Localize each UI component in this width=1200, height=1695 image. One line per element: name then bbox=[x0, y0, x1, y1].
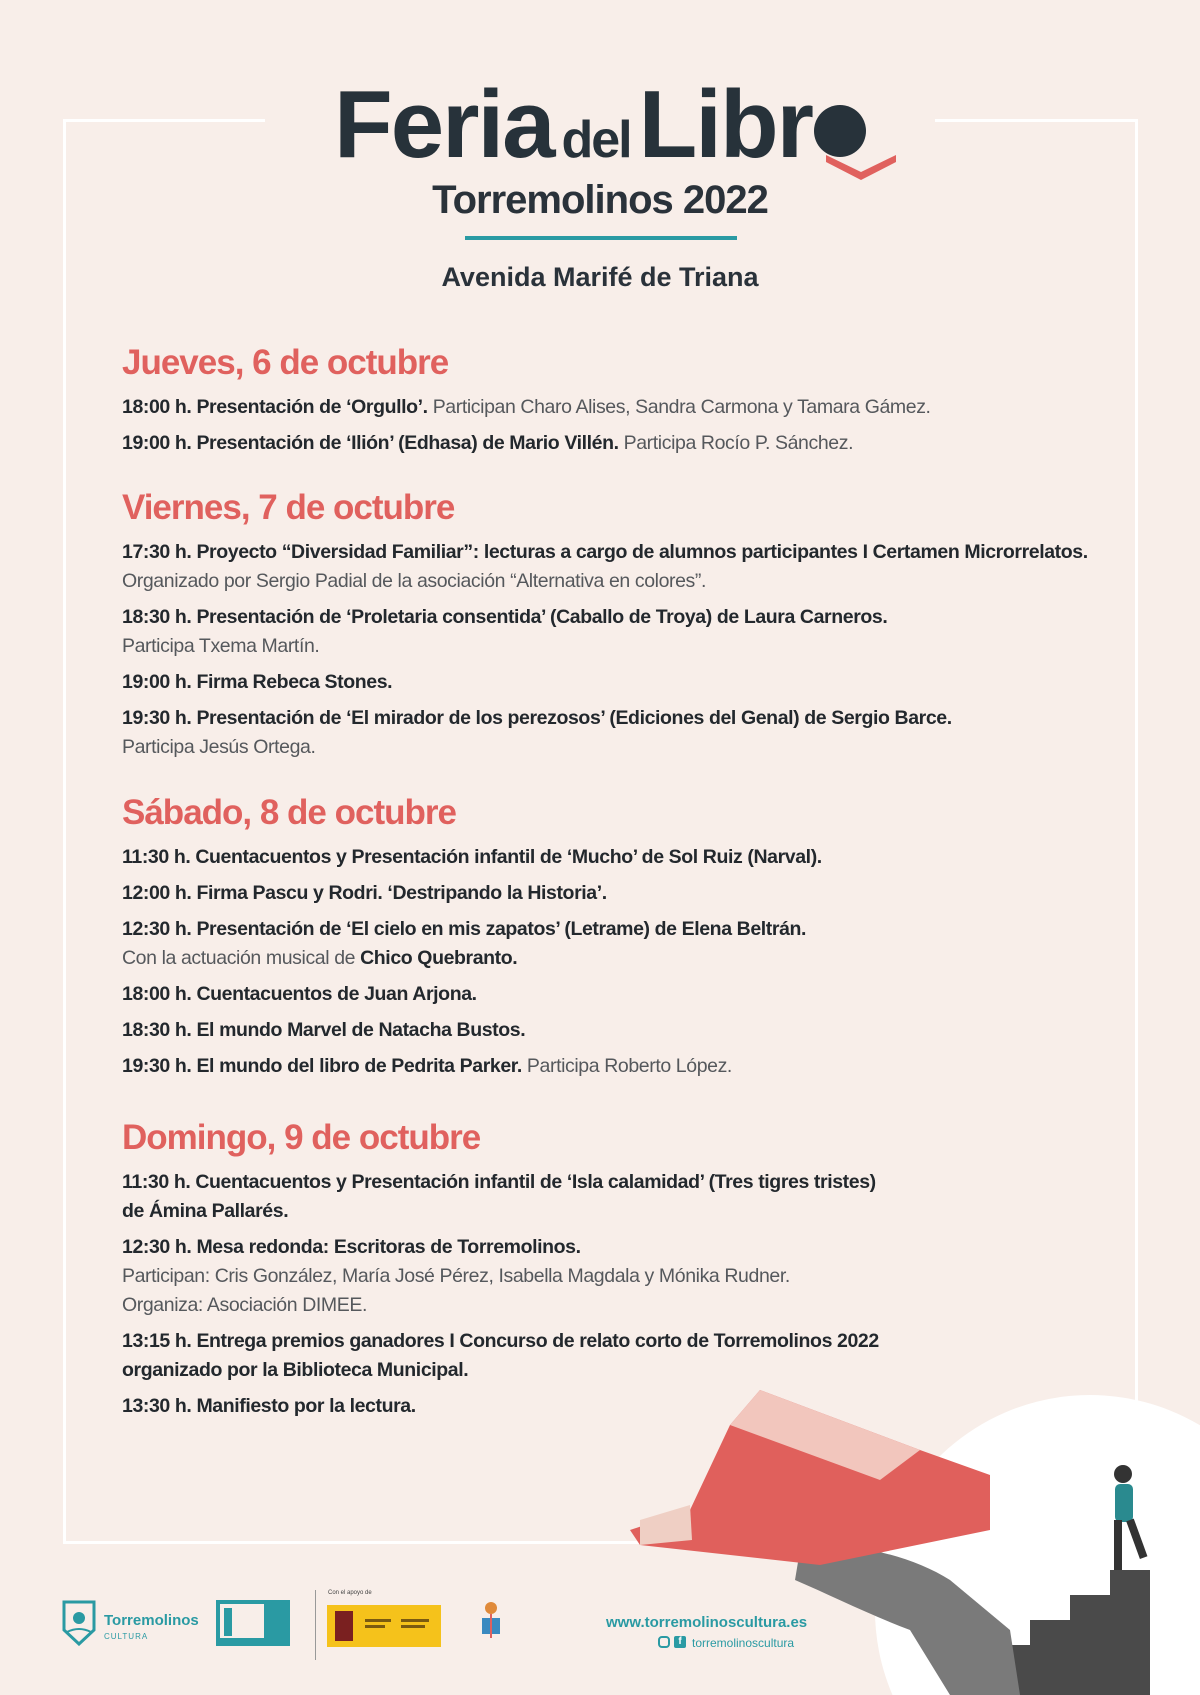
divider-line bbox=[465, 236, 737, 240]
program-item-detail: Organizado por Sergio Padial de la asociación “Alternativa en colores”. bbox=[122, 570, 707, 592]
website-link[interactable]: www.torremolinoscultura.es bbox=[606, 1614, 808, 1631]
program-item bbox=[122, 603, 1102, 661]
program-item-title: 12:30 h. Presentación de ‘El cielo en mis zapatos’ (Letrame) de Elena Beltrán. bbox=[122, 918, 807, 940]
program-item-title: 13:15 h. Entrega premios ganadores I Concurso de relato corto de Torremolinos 2022 bbox=[122, 1330, 879, 1352]
support-label: Con el apoyo de bbox=[328, 1590, 372, 1596]
program-item-detail: Organiza: Asociación DIMEE. bbox=[122, 1294, 367, 1316]
program-item-title: 19:30 h. El mundo del libro de Pedrita Parker. bbox=[122, 1055, 522, 1077]
municipality-sub: CULTURA bbox=[104, 1632, 149, 1641]
event-logo-title bbox=[0, 70, 1200, 180]
program-item-title: 18:00 h. Presentación de ‘Orgullo’. bbox=[122, 396, 428, 418]
day-section-viernes bbox=[122, 488, 1102, 769]
program-item-title: 11:30 h. Cuentacuentos y Presentación infantil de ‘Mucho’ de Sol Ruiz (Narval). bbox=[122, 846, 822, 868]
municipality-name: Torremolinos bbox=[104, 1612, 199, 1629]
program-item-detail: Participa Txema Martín. bbox=[122, 635, 320, 657]
program-item bbox=[122, 1016, 1102, 1045]
day-section-sabado bbox=[122, 793, 1102, 1088]
program-item bbox=[122, 668, 1102, 697]
program-item bbox=[122, 393, 1102, 422]
title-del: del bbox=[561, 111, 631, 169]
program-item bbox=[122, 538, 1102, 596]
event-subtitle: Torremolinos 2022 bbox=[432, 178, 768, 222]
program-item-detail: Participan Charo Alises, Sandra Carmona y Tamara Gámez. bbox=[427, 396, 931, 418]
program-item bbox=[122, 843, 1102, 872]
program-item bbox=[122, 1233, 1102, 1320]
day-heading: Domingo, 9 de octubre bbox=[122, 1118, 481, 1157]
program-item-detail: Con la actuación musical de bbox=[122, 947, 361, 969]
program-item-detail: Participa Jesús Ortega. bbox=[122, 736, 316, 758]
program-item bbox=[122, 879, 1102, 908]
program-item bbox=[122, 704, 1102, 762]
program-item-detail: Participan: Cris González, María José Pérez, Isabella Magdala y Mónika Rudner. bbox=[122, 1265, 790, 1287]
social-handle[interactable]: torremolinoscultura bbox=[692, 1636, 795, 1650]
instagram-icon[interactable] bbox=[658, 1636, 670, 1648]
day-section-jueves bbox=[122, 343, 1102, 465]
program-item-title: de Ámina Pallarés. bbox=[122, 1200, 289, 1222]
program-item-title: 12:30 h. Mesa redonda: Escritoras de Torremolinos. bbox=[122, 1236, 581, 1258]
title-feria: Feria bbox=[334, 71, 554, 178]
program-item-title: 18:30 h. Presentación de ‘Proletaria consentida’ (Caballo de Troya) de Laura Carneros. bbox=[122, 606, 888, 628]
lectura-logo bbox=[476, 1600, 506, 1650]
program-item-title: 13:30 h. Manifiesto por la lectura. bbox=[122, 1395, 416, 1417]
program-item-title: 12:00 h. Firma Pascu y Rodri. ‘Destripando la Historia’. bbox=[122, 882, 607, 904]
footer-divider bbox=[315, 1590, 316, 1660]
program-item bbox=[122, 1052, 1102, 1081]
program-item-title: 11:30 h. Cuentacuentos y Presentación infantil de ‘Isla calamidad’ (Tres tigres tristes) bbox=[122, 1171, 876, 1193]
title-libr: Libr bbox=[638, 71, 812, 178]
program-item-title: 17:30 h. Proyecto “Diversidad Familiar”: lecturas a cargo de alumnos participantes I Certamen Microrrelatos. bbox=[122, 541, 1088, 563]
torremolinos-shield-logo bbox=[62, 1600, 96, 1646]
program-item bbox=[122, 429, 1102, 458]
program-item-title: 18:00 h. Cuentacuentos de Juan Arjona. bbox=[122, 983, 477, 1005]
program-item-detail: Participa Roberto López. bbox=[521, 1055, 732, 1077]
program-item bbox=[122, 915, 1102, 973]
chevron-down-icon bbox=[826, 150, 896, 180]
program-item-title: organizado por la Biblioteca Municipal. bbox=[122, 1359, 469, 1381]
program-item-title: Chico Quebranto. bbox=[360, 947, 518, 969]
program-item bbox=[122, 1327, 1102, 1385]
footer bbox=[0, 1570, 1200, 1680]
day-heading: Jueves, 6 de octubre bbox=[122, 343, 449, 382]
program-item-title: 19:00 h. Presentación de ‘Ilión’ (Edhasa) de Mario Villén. bbox=[122, 432, 619, 454]
program-item bbox=[122, 980, 1102, 1009]
program-item-detail: Participa Rocío P. Sánchez. bbox=[618, 432, 854, 454]
program-item-title: 19:30 h. Presentación de ‘El mirador de los perezosos’ (Ediciones del Genal) de Sergio Barce. bbox=[122, 707, 952, 729]
ministerio-cultura-logo bbox=[327, 1605, 441, 1647]
program-item-title: 18:30 h. El mundo Marvel de Natacha Bustos. bbox=[122, 1019, 526, 1041]
program-item bbox=[122, 1168, 1102, 1226]
day-heading: Sábado, 8 de octubre bbox=[122, 793, 456, 832]
day-heading: Viernes, 7 de octubre bbox=[122, 488, 455, 527]
event-venue: Avenida Marifé de Triana bbox=[441, 262, 759, 292]
biblioteca-municipal-logo bbox=[216, 1600, 290, 1646]
program-item-title: 19:00 h. Firma Rebeca Stones. bbox=[122, 671, 393, 693]
facebook-icon[interactable]: f bbox=[674, 1636, 686, 1648]
